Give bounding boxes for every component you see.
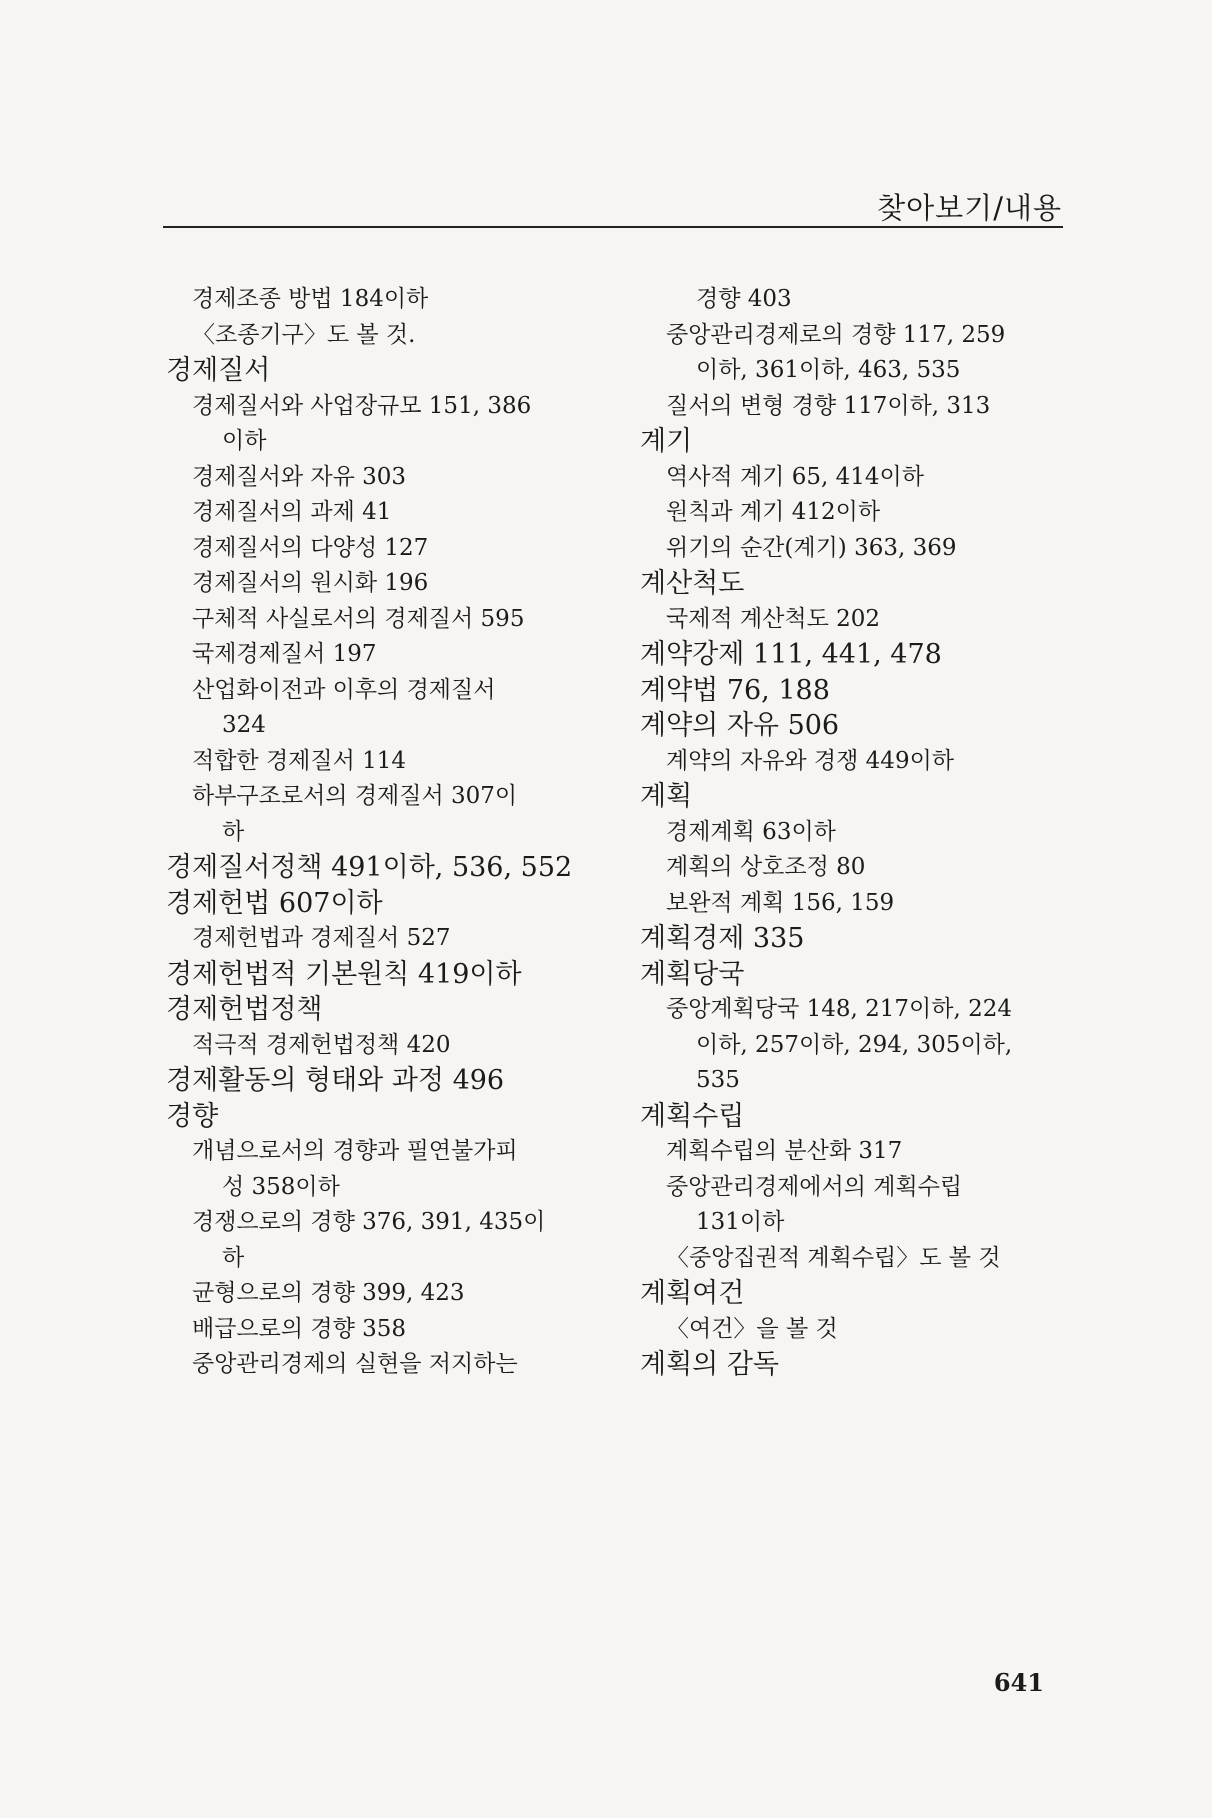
index-heading: 계획 [640, 781, 693, 812]
index-entry: 산업화이전과 이후의 경제질서 [192, 676, 496, 703]
index-entry: 위기의 순간(계기) 363, 369 [666, 534, 957, 561]
index-entry: 이하, 361이하, 463, 535 [696, 357, 961, 383]
index-entry: 역사적 계기 65, 414이하 [666, 463, 924, 490]
index-entry: 131이하 [696, 1209, 785, 1235]
index-column-right [640, 282, 1080, 1383]
index-entry: 〈여건〉을 볼 것 [666, 1315, 838, 1342]
index-entry: 이하, 257이하, 294, 305이하, [696, 1031, 1013, 1058]
index-heading: 계약강제 111, 441, 478 [640, 639, 942, 670]
index-heading: 계약법 76, 188 [640, 674, 830, 706]
index-heading: 계약의 자유 506 [640, 710, 840, 741]
index-entry: 계약의 자유와 경쟁 449이하 [666, 747, 955, 774]
index-entry: 균형으로의 경향 399, 423 [192, 1280, 465, 1306]
index-heading: 계획여건 [640, 1278, 745, 1309]
index-entry: 535 [696, 1067, 740, 1093]
index-entry: 경향 403 [696, 286, 792, 312]
index-entry: 경제질서와 자유 303 [192, 463, 407, 490]
index-heading: 경제헌법정책 [166, 994, 323, 1025]
index-heading: 계획당국 [640, 958, 745, 990]
index-column-left [166, 282, 606, 1383]
index-entry: 중앙계획당국 148, 217이하, 224 [666, 996, 1012, 1022]
index-entry: 계획수립의 분산화 317 [666, 1138, 903, 1164]
index-entry: 하 [222, 818, 245, 845]
running-header: 찾아보기/내용 [877, 191, 1062, 225]
index-heading: 계획의 감독 [640, 1349, 779, 1380]
index-entry: 경제질서의 다양성 127 [192, 534, 429, 561]
index-heading: 경향 [166, 1100, 219, 1132]
index-entry: 보완적 계획 156, 159 [666, 889, 895, 916]
index-entry: 하 [222, 1244, 245, 1271]
index-heading: 계기 [640, 426, 693, 457]
index-entry: 경제계획 63이하 [666, 818, 836, 845]
index-heading: 경제헌법 607이하 [166, 887, 383, 919]
index-entry: 경쟁으로의 경향 376, 391, 435이 [192, 1209, 546, 1235]
index-entry: 경제질서의 과제 41 [192, 499, 392, 525]
index-entry: 중앙관리경제의 실현을 저지하는 [192, 1351, 518, 1377]
index-entry: 구체적 사실로서의 경제질서 595 [192, 605, 525, 632]
index-heading: 경제질서정책 491이하, 536, 552 [166, 852, 573, 883]
index-heading: 경제헌법적 기본원칙 419이하 [166, 958, 522, 990]
index-entry: 경제헌법과 경제질서 527 [192, 925, 451, 951]
index-entry: 적합한 경제질서 114 [192, 747, 407, 774]
index-entry: 경제조종 방법 184이하 [192, 286, 429, 312]
index-entry: 324 [222, 712, 266, 738]
index-heading: 계산척도 [640, 568, 745, 599]
index-entry: 중앙관리경제에서의 계획수립 [666, 1173, 963, 1200]
index-entry: 〈중앙집권적 계획수립〉도 볼 것 [666, 1244, 1001, 1271]
index-entry: 이하 [222, 428, 267, 454]
index-entry: 경제질서와 사업장규모 151, 386 [192, 392, 532, 419]
page-number: 641 [993, 1668, 1044, 1697]
index-heading: 경제활동의 형태와 과정 496 [166, 1065, 505, 1096]
index-entry: 성 358이하 [222, 1173, 340, 1200]
index-entry: 국제경제질서 197 [192, 641, 377, 667]
index-entry: 적극적 경제헌법정책 420 [192, 1031, 451, 1058]
index-entry: 배급으로의 경향 358 [192, 1315, 407, 1342]
index-entry: 질서의 변형 경향 117이하, 313 [666, 392, 991, 419]
header-rule [163, 226, 1063, 228]
index-heading: 계획수립 [640, 1100, 745, 1132]
index-heading: 계획경제 335 [640, 923, 805, 954]
index-entry: 경제질서의 원시화 196 [192, 570, 429, 596]
index-entry: 하부구조로서의 경제질서 307이 [192, 783, 518, 809]
index-entry: 국제적 계산척도 202 [666, 605, 881, 632]
index-entry: 계획의 상호조정 80 [666, 854, 866, 880]
index-entry: 원칙과 계기 412이하 [666, 499, 881, 525]
index-entry: 개념으로서의 경향과 필연불가피 [192, 1138, 518, 1164]
index-entry: 중앙관리경제로의 경향 117, 259 [666, 321, 1006, 348]
index-heading: 경제질서 [166, 355, 271, 386]
index-entry: 〈조종기구〉도 볼 것. [192, 321, 416, 348]
